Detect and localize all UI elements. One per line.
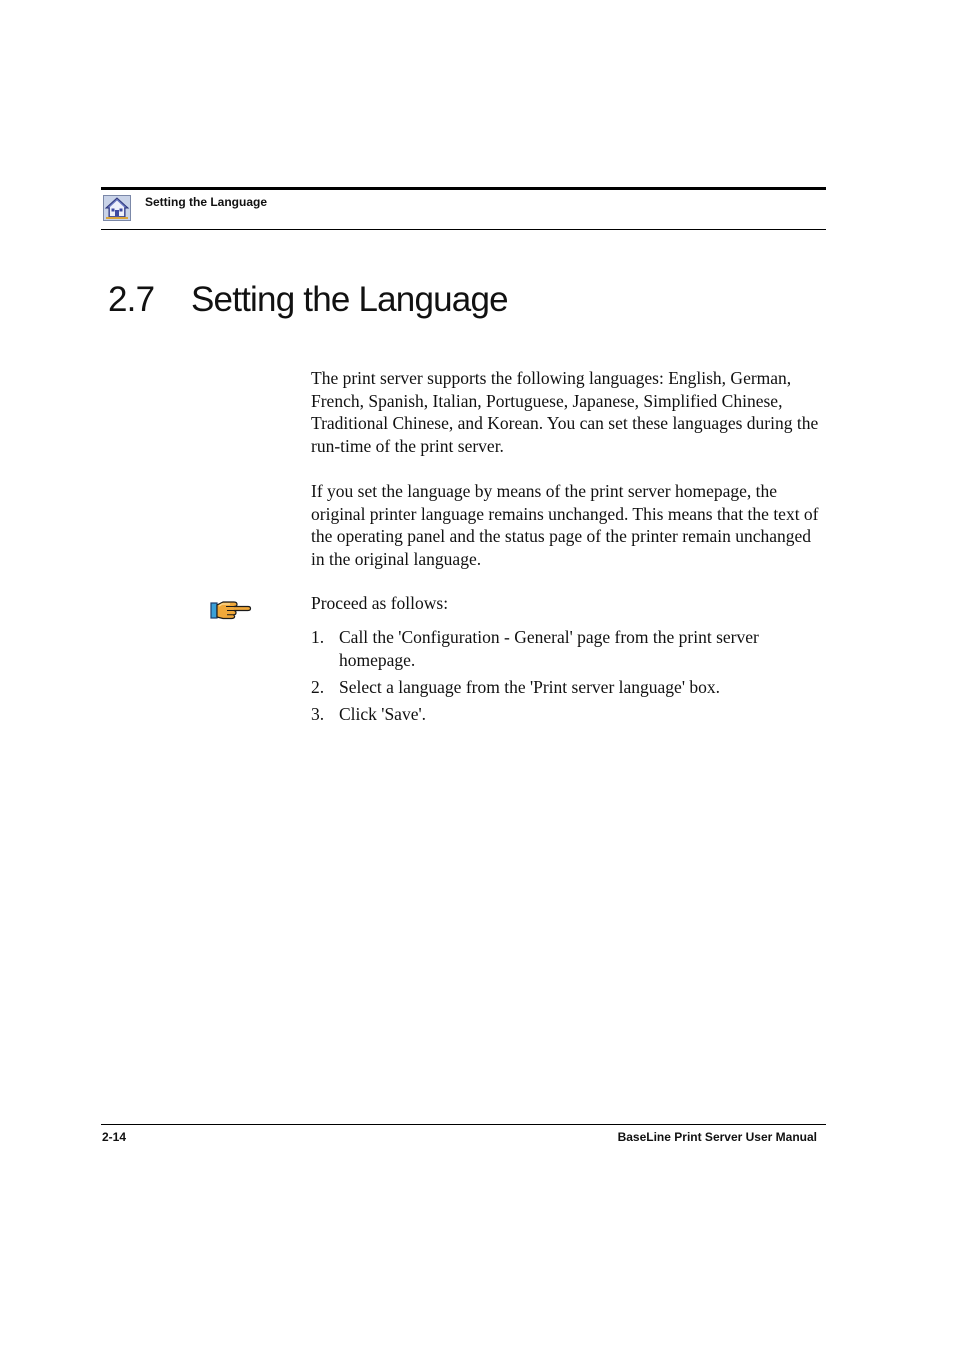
home-icon[interactable] xyxy=(103,195,131,221)
pointing-hand-icon xyxy=(210,598,252,622)
section-heading xyxy=(108,279,508,321)
section-number: 2.7 xyxy=(108,280,155,319)
procedure-step xyxy=(311,626,826,671)
step-text: Call the 'Configuration - General' page from the print server homepage. xyxy=(339,627,759,670)
step-text: Select a language from the 'Print server language' box. xyxy=(339,676,720,697)
procedure-steps xyxy=(311,626,826,730)
paragraph-original-language: If you set the language by means of the print server homepage, the original printer language remains unchanged. This means that the text of the operating panel and the status page of the printer remain unchanged in the original language. xyxy=(311,481,819,569)
page-number: 2-14 xyxy=(102,1130,127,1144)
procedure-step xyxy=(311,703,826,726)
manual-title: BaseLine Print Server User Manual xyxy=(617,1130,817,1144)
running-head: Setting the Language xyxy=(145,195,268,209)
procedure-intro: Proceed as follows: xyxy=(311,593,449,613)
step-number: 2. xyxy=(311,676,325,697)
paragraph-languages: The print server supports the following languages: English, German, French, Spanish, Italian, Portuguese, Japanese, Simplified Chinese, Traditional Chinese, and Korean. You can set these languages during the run-time of the print server. xyxy=(311,368,819,456)
step-number: 1. xyxy=(311,627,325,647)
step-number: 3. xyxy=(311,703,325,724)
procedure-step xyxy=(311,676,826,699)
header-rule-top xyxy=(101,187,826,190)
footer-rule xyxy=(101,1124,826,1125)
step-text: Click 'Save'. xyxy=(339,703,426,724)
header-rule-bottom xyxy=(101,229,826,230)
section-title: Setting the Language xyxy=(191,280,508,319)
